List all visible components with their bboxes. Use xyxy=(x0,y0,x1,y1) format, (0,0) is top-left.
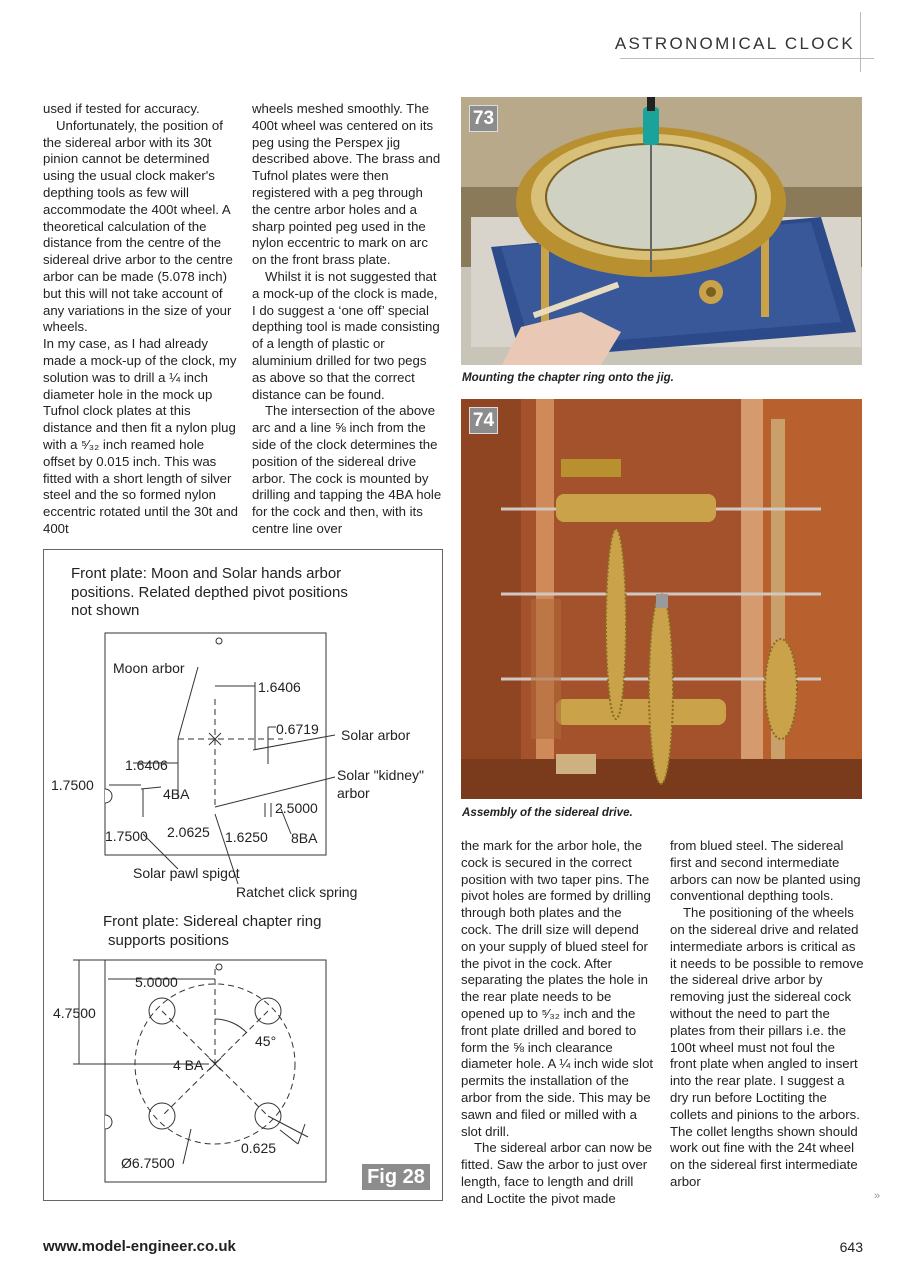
fig-dim-3: 1.6406 xyxy=(125,757,168,773)
col1-paragraph-2: Unfortunately, the position of the sidereal arbor with its 30t pinion cannot be determined using the usual clock maker's depthing tools as few will accommodate the 400t wheel. A theoretical calculation of the distance from the centre of the sidereal drive arbor to the centre arbor can be made (5.078 inch) but this will not take account of any variations in the size of your wheels. xyxy=(43,117,233,335)
fig-title-line-3: not shown xyxy=(71,602,140,619)
fig-dim-1: 1.6406 xyxy=(258,679,301,695)
photo-74-illustration xyxy=(461,399,862,799)
fig-label-8ba: 8BA xyxy=(291,830,318,846)
col2-paragraph-2: Whilst it is not suggested that a mock-up of the clock is made, I do suggest a ‘one off’ special depthing tool is made consisting of a length of plastic or aluminium drilled for two pegs as above so that the correct distance can be found. xyxy=(252,268,440,402)
fig-dim-angle: 45° xyxy=(255,1033,277,1049)
fig-dim-7: 2.0625 xyxy=(167,824,210,840)
fig-subtitle-line-2: supports positions xyxy=(108,932,229,949)
fig-dim-hole: 0.625 xyxy=(241,1140,277,1156)
photo-73-chapter-ring xyxy=(461,97,862,365)
figure-28-drawing xyxy=(43,549,443,1201)
col3-paragraph-2: The sidereal arbor can now be fitted. Saw the arbor to just over length, face to length and drill and Loctite the pivot made xyxy=(461,1140,653,1206)
fig-label-solar-kidney-1: Solar "kidney" xyxy=(337,767,424,783)
fig-label-solar-kidney-2: arbor xyxy=(337,785,370,801)
col4-paragraph-1: from blued steel. The sidereal first and second intermediate arbors can now be planted using conventional depthing tools. xyxy=(670,838,861,904)
footer-page-number: 643 xyxy=(839,1239,863,1255)
fig-label-ratchet: Ratchet click spring xyxy=(236,884,358,900)
photo-74-sidereal-drive xyxy=(461,399,862,799)
photo-73-illustration xyxy=(461,97,862,365)
fig-title-line-2: positions. Related depthed pivot positions xyxy=(71,584,348,601)
fig-dim-diameter: Ø6.7500 xyxy=(121,1155,175,1171)
fig-label-4ba: 4BA xyxy=(163,786,190,802)
fig-label-solar-pawl: Solar pawl spigot xyxy=(133,865,240,881)
col1-paragraph-1: used if tested for accuracy. xyxy=(43,101,200,116)
col2-paragraph-3: The intersection of the above arc and a line ⅝ inch from the side of the clock determines the position of the sidereal drive arbor. The cock is mounted by drilling and tapping the 4BA hole for the cock and then, with its centre line over xyxy=(252,403,442,536)
fig-dim-4: 1.7500 xyxy=(51,777,94,793)
photo-74-number-badge: 74 xyxy=(469,407,498,434)
col3-paragraph-1: the mark for the arbor hole, the cock is secured in the correct position with two taper pins. The pivot holes are formed by drilling through both plates and the cock. The drill size will depend on your supply of blued steel for the pivot in the cock. After separating the plates the hole in the rear plate needs to be opened up to ⁵⁄₃₂ inch and the front plate drilled and bored to form the ⅝ inch clearance diameter hole. A ¼ inch wide slot permits the installation of the arbor from the side. This may be sawn and filed or milled with a slot drill. xyxy=(461,838,654,1139)
header-divider-horizontal xyxy=(620,58,874,59)
photo-73-caption: Mounting the chapter ring onto the jig. xyxy=(462,371,674,384)
header-divider-vertical xyxy=(860,12,861,72)
fig-dim-8: 1.6250 xyxy=(225,829,268,845)
col1-paragraph-3: In my case, as I had already made a mock-up of the clock, my solution was to drill a ¼ inch diameter hole in the mock up Tufnol clock plates at this distance and then fit a nylon plug with a ⁵⁄₃₂ inch reamed hole offset by 0.015 inch. This was fitted with a short length of silver steel and the so formed nylon eccentric rotated until the 30t and 400t xyxy=(43,336,239,536)
fig-label-moon-arbor: Moon arbor xyxy=(113,660,185,676)
figure-28-label: Fig 28 xyxy=(362,1164,430,1190)
text-column-3 xyxy=(461,838,655,1208)
fig-label-4-ba: 4 BA xyxy=(173,1057,204,1073)
text-column-2 xyxy=(252,101,444,538)
fig-title-line-1: Front plate: Moon and Solar hands arbor xyxy=(71,565,342,582)
continued-arrow-icon: » xyxy=(874,1190,881,1202)
col4-paragraph-2: The positioning of the wheels on the sidereal drive and related intermediate arbors is critical as it needs to be possible to remove the sidereal drive arbor by removing just the sidereal cock without the need to part the plates from their pillars i.e. the 100t wheel must not foul the front plate when angled to insert into the rear plate. I suggest a dry run before Loctiting the collets and pinions to the arbors. The collet lengths shown should work out fine with the 24t wheel on the sidereal first intermediate arbor xyxy=(670,905,864,1189)
fig-dim-2: 0.6719 xyxy=(276,721,319,737)
photo-73-number-badge: 73 xyxy=(469,105,498,132)
fig-dim-height: 4.7500 xyxy=(53,1005,96,1021)
footer-website-url: www.model-engineer.co.uk xyxy=(43,1238,236,1255)
running-header-title: ASTRONOMICAL CLOCK xyxy=(614,34,855,53)
col2-paragraph-1: wheels meshed smoothly. The 400t wheel was centered on its peg using the Perspex jig described above. The brass and Tufnol plates were then registered with a peg through the centre arbor holes and a sharp pointed peg used in the nylon eccentric to mark on arc on the front brass plate. xyxy=(252,101,441,268)
photo-74-caption: Assembly of the sidereal drive. xyxy=(462,806,633,819)
fig-dim-5: 2.5000 xyxy=(275,800,318,816)
fig-dim-6: 1.7500 xyxy=(105,828,148,844)
fig-subtitle-line-1: Front plate: Sidereal chapter ring xyxy=(103,913,322,930)
fig-label-solar-arbor: Solar arbor xyxy=(341,727,411,743)
fig-dim-width: 5.0000 xyxy=(135,974,178,990)
text-column-1 xyxy=(43,101,239,538)
text-column-4 xyxy=(670,838,864,1191)
